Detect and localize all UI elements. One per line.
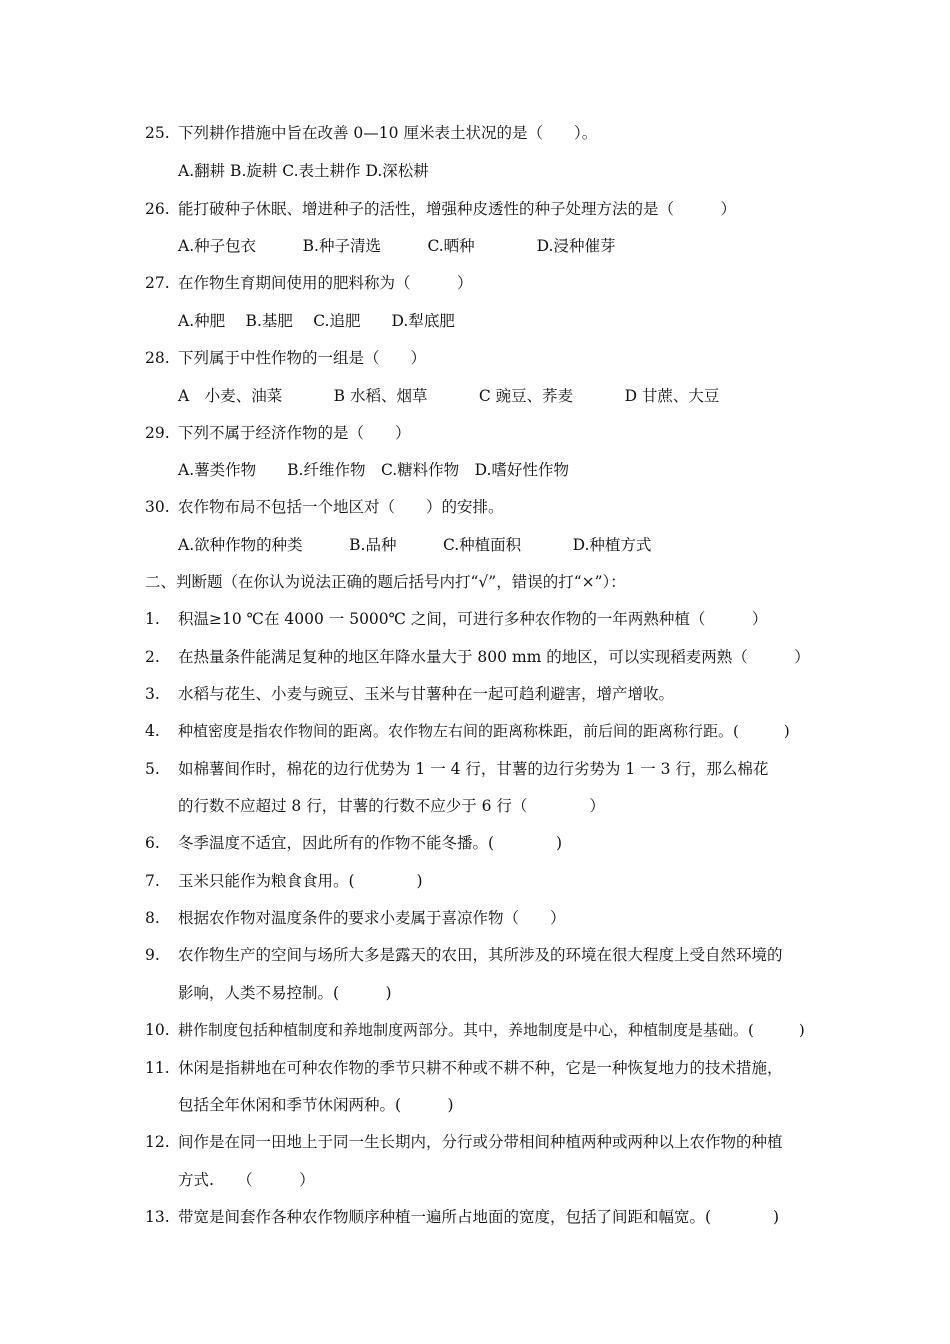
question-text: 农作物布局不包括一个地区对（ ）的安排。 — [178, 498, 504, 516]
question-number: 4. — [145, 722, 160, 740]
question-text: 农作物生产的空间与场所大多是露天的农田，其所涉及的环境在很大程度上受自然环境的 — [178, 946, 783, 964]
question-number: 28. — [145, 349, 170, 367]
question-number: 25. — [145, 124, 170, 142]
question-text-continued: 包括全年休闲和季节休闲两种。( ) — [178, 1096, 454, 1114]
question-text: 如棉薯间作时，棉花的边行优势为 1 一 4 行，甘薯的边行劣势为 1 一 3 行，那么棉花 — [178, 760, 769, 778]
question-number: 1. — [145, 610, 160, 628]
question-number: 30. — [145, 498, 170, 516]
question-text: 休闲是指耕地在可种农作物的季节只耕不种或不耕不种，它是一种恢复地力的技术措施， — [178, 1059, 783, 1077]
question-number: 13. — [145, 1208, 170, 1226]
question-number: 7. — [145, 872, 160, 890]
answer-options: A.种子包衣 B.种子清选 C.晒种 D.浸种催芽 — [178, 237, 616, 255]
answer-options: A.薯类作物 B.纤维作物 C.糖料作物 D.嗜好性作物 — [178, 461, 569, 479]
question-text-continued: 方式. （ ） — [178, 1171, 315, 1189]
answer-options: A.种肥 B.基肥 C.追肥 D.犁底肥 — [178, 312, 455, 330]
question-text: 下列不属于经济作物的是（ ） — [178, 424, 411, 442]
question-text: 种植密度是指农作物间的距离。农作物左右间的距离称株距，前后间的距离称行距。( ) — [178, 722, 790, 740]
question-text: 下列属于中性作物的一组是（ ） — [178, 349, 427, 367]
question-text-continued: 的行数不应超过 8 行，甘薯的行数不应少于 6 行（ ） — [178, 797, 605, 815]
question-number: 10. — [145, 1021, 170, 1039]
question-number: 29. — [145, 424, 170, 442]
question-number: 11. — [145, 1059, 170, 1077]
question-text: 玉米只能作为粮食食用。( ) — [178, 872, 423, 890]
question-text: 水稻与花生、小麦与豌豆、玉米与甘薯种在一起可趋利避害，增产增收。 — [178, 685, 675, 703]
question-text: 积温≥10 ℃在 4000 一 5000℃ 之间，可进行多种农作物的一年两熟种植（ ） — [178, 610, 768, 628]
question-text: 带宽是间套作各种农作物顺序种植一遍所占地面的宽度，包括了间距和幅宽。( ) — [178, 1208, 780, 1226]
question-text: 根据农作物对温度条件的要求小麦属于喜凉作物（ ） — [178, 909, 566, 927]
question-number: 5. — [145, 760, 160, 778]
question-text: 能打破种子休眠、增进种子的活性，增强种皮透性的种子处理方法的是（ ） — [178, 200, 737, 218]
question-number: 27. — [145, 274, 170, 292]
question-text: 在热量条件能满足复种的地区年降水量大于 800 mm 的地区，可以实现稻麦两熟（ ） — [178, 648, 810, 666]
question-text-continued: 影响，人类不易控制。( ) — [178, 984, 392, 1002]
question-number: 26. — [145, 200, 170, 218]
question-text: 在作物生育期间使用的肥料称为（ ） — [178, 274, 473, 292]
question-number: 9. — [145, 946, 160, 964]
question-number: 3. — [145, 685, 160, 703]
question-text: 冬季温度不适宜，因此所有的作物不能冬播。( ) — [178, 834, 563, 852]
question-text: 耕作制度包括种植制度和养地制度两部分。其中，养地制度是中心，种植制度是基础。( ) — [178, 1021, 805, 1039]
question-number: 2. — [145, 648, 160, 666]
question-text: 间作是在同一田地上于同一生长期内，分行或分带相间种植两种或两种以上农作物的种植 — [178, 1133, 783, 1151]
answer-options: A.翻耕 B.旋耕 C.表土耕作 D.深松耕 — [178, 162, 429, 180]
section-heading: 二、判断题（在你认为说法正确的题后括号内打“√”，错误的打“×”）： — [145, 573, 626, 591]
answer-options: A.欲种作物的种类 B.品种 C.种植面积 D.种植方式 — [178, 536, 652, 554]
question-text: 下列耕作措施中旨在改善 0—10 厘米表土状况的是（ ）。 — [178, 124, 598, 142]
question-number: 12. — [145, 1133, 170, 1151]
answer-options: A 小麦、油菜 B 水稻、烟草 C 豌豆、荞麦 D 甘蔗、大豆 — [178, 387, 720, 405]
question-number: 6. — [145, 834, 160, 852]
question-number: 8. — [145, 909, 160, 927]
